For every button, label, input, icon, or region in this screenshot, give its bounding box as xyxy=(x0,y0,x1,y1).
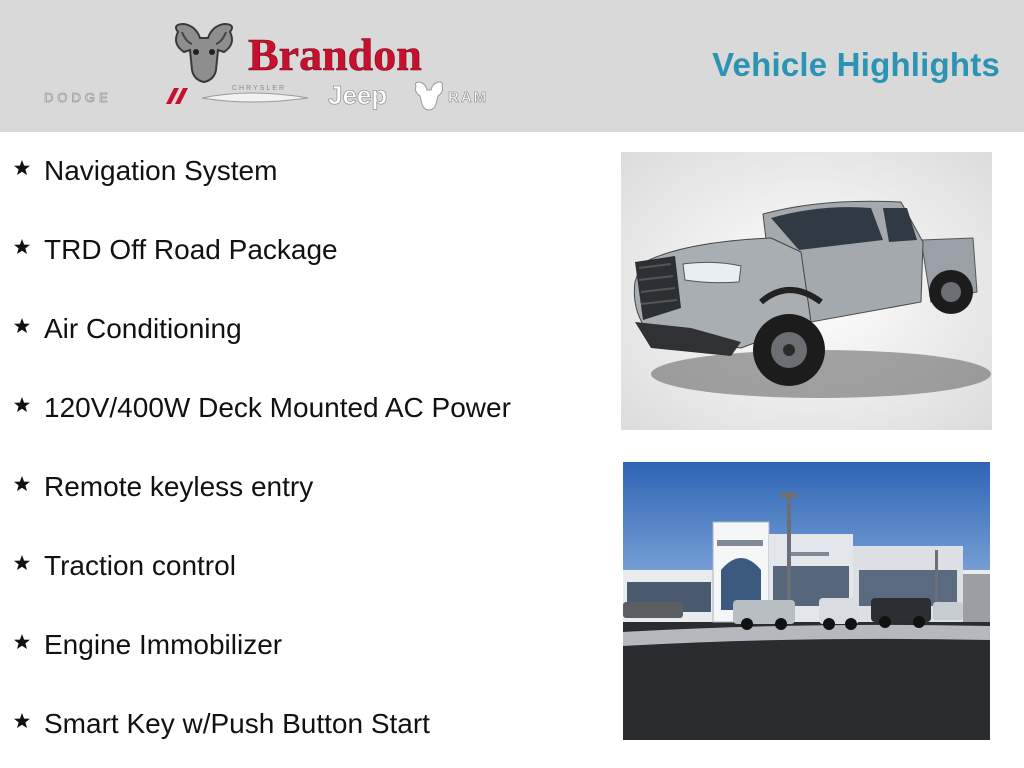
ram-badge-icon xyxy=(416,82,443,110)
ram-mark: RAM xyxy=(448,89,489,106)
highlight-item xyxy=(10,466,600,545)
highlight-item xyxy=(10,387,600,466)
chrysler-mark: CHRYSLER xyxy=(232,85,286,92)
highlights-list xyxy=(10,150,600,768)
highlight-label: Smart Key w/Push Button Start xyxy=(44,708,430,739)
highlight-label: Traction control xyxy=(44,550,236,581)
pickup-truck-image xyxy=(621,152,992,430)
star-icon xyxy=(10,235,34,259)
star-icon xyxy=(10,472,34,496)
dealership-building-image xyxy=(623,462,990,740)
highlight-label: Engine Immobilizer xyxy=(44,629,283,660)
star-icon xyxy=(10,709,34,733)
highlight-item xyxy=(10,308,600,387)
highlight-label: Navigation System xyxy=(44,155,278,186)
page-title: Vehicle Highlights xyxy=(712,46,1000,83)
highlight-label: Remote keyless entry xyxy=(44,471,314,502)
highlight-label: Air Conditioning xyxy=(44,313,242,344)
highlight-item xyxy=(10,229,600,308)
ram-head-icon xyxy=(176,24,232,82)
dealership-photo xyxy=(623,462,990,740)
highlight-item xyxy=(10,624,600,703)
brand-wordmark: Brandon xyxy=(248,29,422,80)
star-icon xyxy=(10,156,34,180)
highlight-item xyxy=(10,703,600,768)
header-banner xyxy=(0,0,1024,132)
brandon-logo xyxy=(40,18,530,118)
dodge-mark: DODGE xyxy=(44,90,112,105)
highlight-label: 120V/400W Deck Mounted AC Power xyxy=(44,392,511,423)
star-icon xyxy=(10,630,34,654)
highlight-item xyxy=(10,545,600,624)
highlight-item xyxy=(10,150,600,229)
dodge-stripes-icon xyxy=(166,88,188,104)
highlight-label: TRD Off Road Package xyxy=(44,234,338,265)
star-icon xyxy=(10,393,34,417)
vehicle-photo xyxy=(621,152,992,430)
star-icon xyxy=(10,551,34,575)
star-icon xyxy=(10,314,34,338)
jeep-mark: Jeep xyxy=(328,80,388,110)
chrysler-wings-icon xyxy=(202,93,308,102)
